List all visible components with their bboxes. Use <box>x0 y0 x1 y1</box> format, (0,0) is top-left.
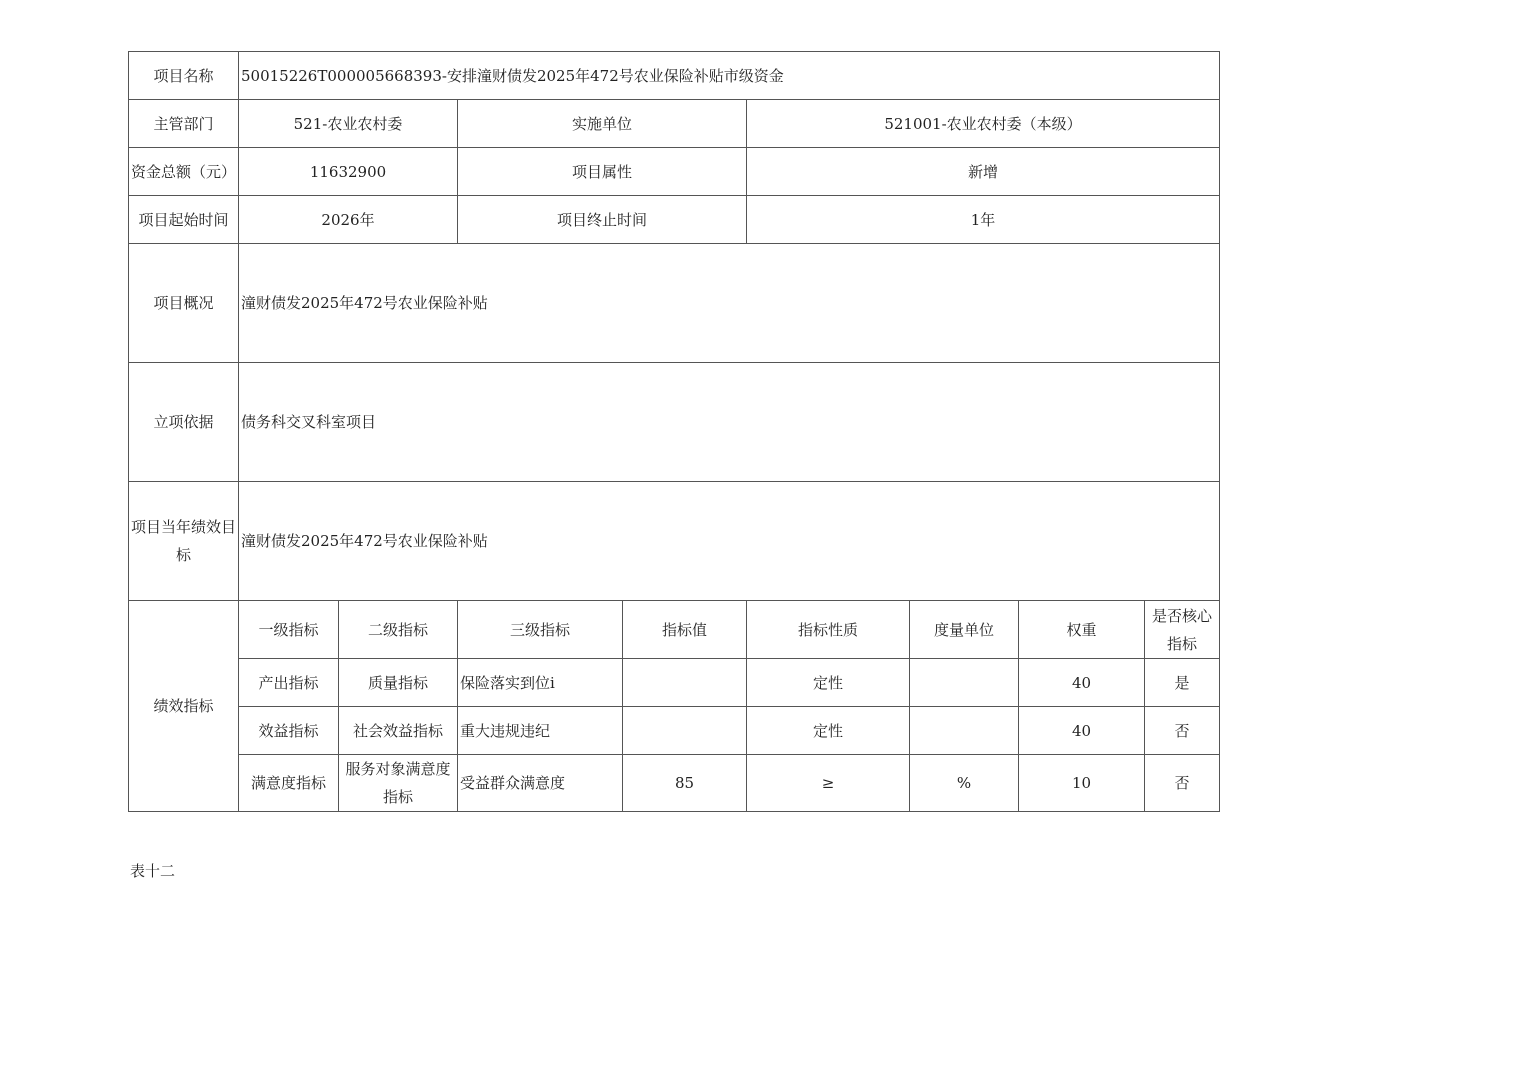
indicator-header-row <box>129 601 1220 659</box>
attr-value: 新增 <box>747 148 1220 196</box>
cell-unit <box>910 707 1019 755</box>
fund-label: 资金总额（元） <box>129 148 239 196</box>
impl-unit-value: 521001-农业农村委（本级） <box>747 100 1220 148</box>
cell-level2: 社会效益指标 <box>339 707 458 755</box>
project-name-value: 50015226T000005668393-安排潼财债发2025年472号农业保险补贴市级资金 <box>239 52 1220 100</box>
header-nature: 指标性质 <box>747 601 910 659</box>
header-level3: 三级指标 <box>458 601 623 659</box>
goal-value: 潼财债发2025年472号农业保险补贴 <box>239 482 1220 601</box>
overview-label: 项目概况 <box>129 244 239 363</box>
indicator-row <box>129 755 1220 812</box>
row-department <box>129 100 1220 148</box>
row-goal <box>129 482 1220 601</box>
cell-core: 否 <box>1145 707 1220 755</box>
dept-label: 主管部门 <box>129 100 239 148</box>
cell-level3: 重大违规违纪 <box>458 707 623 755</box>
cell-unit: % <box>910 755 1019 812</box>
attr-label: 项目属性 <box>458 148 747 196</box>
table-footer-note: 表十二 <box>130 862 176 880</box>
basis-label: 立项依据 <box>129 363 239 482</box>
cell-unit <box>910 659 1019 707</box>
row-time <box>129 196 1220 244</box>
row-basis <box>129 363 1220 482</box>
cell-nature: 定性 <box>747 659 910 707</box>
cell-level1: 产出指标 <box>239 659 339 707</box>
cell-core: 否 <box>1145 755 1220 812</box>
cell-value: 85 <box>623 755 747 812</box>
basis-value: 债务科交叉科室项目 <box>239 363 1220 482</box>
cell-level2: 质量指标 <box>339 659 458 707</box>
header-value: 指标值 <box>623 601 747 659</box>
cell-value <box>623 659 747 707</box>
overview-value: 潼财债发2025年472号农业保险补贴 <box>239 244 1220 363</box>
row-project-name <box>129 52 1220 100</box>
row-fund <box>129 148 1220 196</box>
cell-level2: 服务对象满意度指标 <box>339 755 458 812</box>
cell-level1: 满意度指标 <box>239 755 339 812</box>
cell-level3: 保险落实到位i <box>458 659 623 707</box>
cell-nature: ≥ <box>747 755 910 812</box>
row-overview <box>129 244 1220 363</box>
cell-weight: 40 <box>1019 707 1145 755</box>
cell-weight: 10 <box>1019 755 1145 812</box>
goal-label: 项目当年绩效目标 <box>129 482 239 601</box>
impl-unit-label: 实施单位 <box>458 100 747 148</box>
header-level2: 二级指标 <box>339 601 458 659</box>
cell-level1: 效益指标 <box>239 707 339 755</box>
header-weight: 权重 <box>1019 601 1145 659</box>
fund-value: 11632900 <box>239 148 458 196</box>
cell-weight: 40 <box>1019 659 1145 707</box>
cell-core: 是 <box>1145 659 1220 707</box>
indicator-row <box>129 659 1220 707</box>
project-performance-table <box>128 51 1220 812</box>
start-time-label: 项目起始时间 <box>129 196 239 244</box>
header-unit: 度量单位 <box>910 601 1019 659</box>
indicator-row <box>129 707 1220 755</box>
start-time-value: 2026年 <box>239 196 458 244</box>
cell-level3: 受益群众满意度 <box>458 755 623 812</box>
header-core: 是否核心指标 <box>1145 601 1220 659</box>
cell-value <box>623 707 747 755</box>
end-time-label: 项目终止时间 <box>458 196 747 244</box>
cell-nature: 定性 <box>747 707 910 755</box>
indicators-label: 绩效指标 <box>129 601 239 812</box>
header-level1: 一级指标 <box>239 601 339 659</box>
dept-value: 521-农业农村委 <box>239 100 458 148</box>
project-name-label: 项目名称 <box>129 52 239 100</box>
end-time-value: 1年 <box>747 196 1220 244</box>
